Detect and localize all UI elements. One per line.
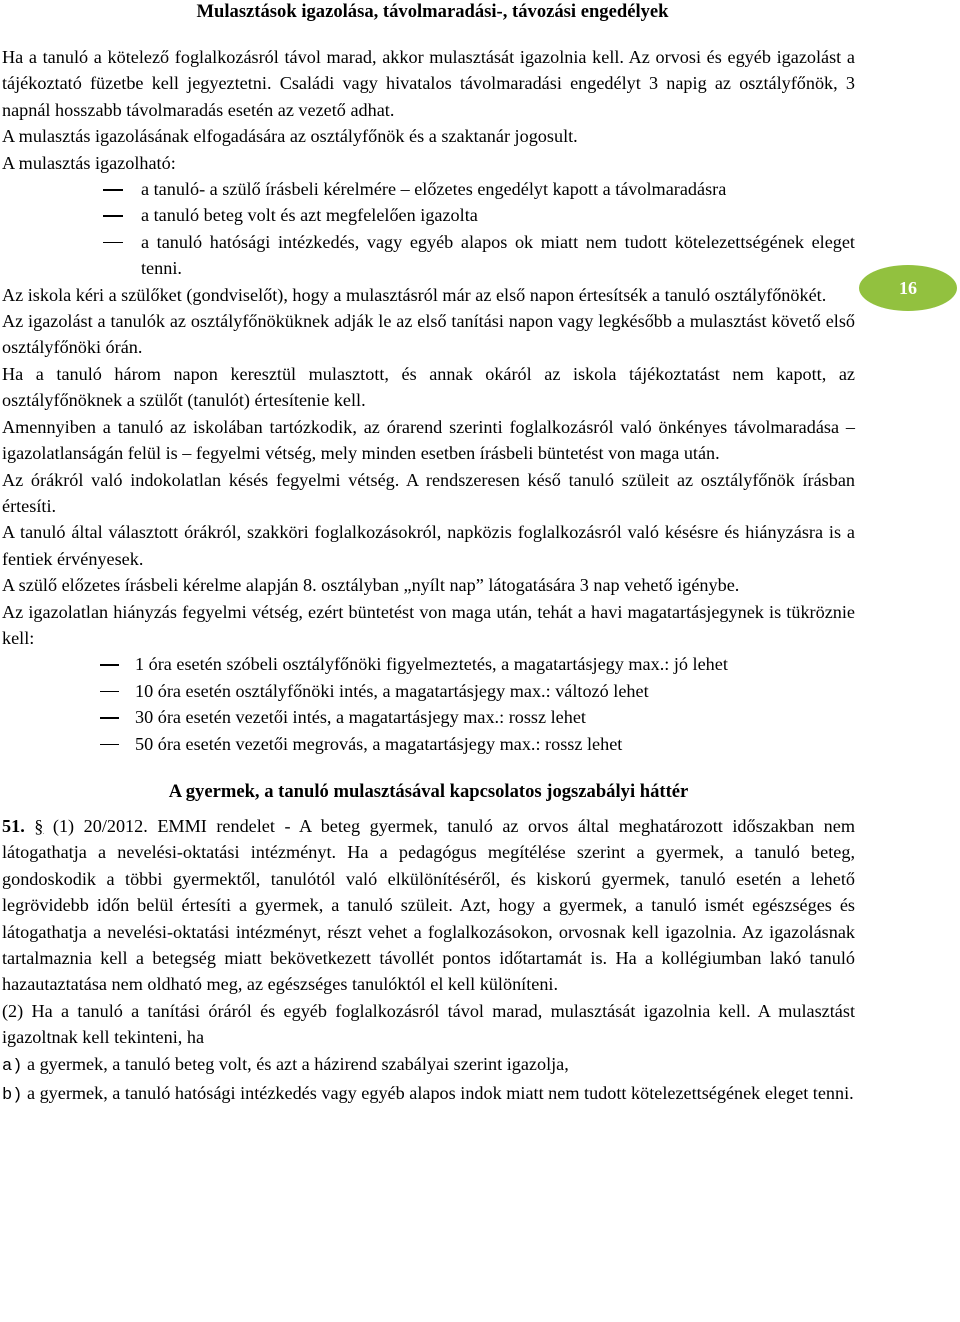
list-item: 30 óra esetén vezetői intés, a magatartásjegy max.: rossz lehet [2,704,855,730]
dash-bullet-icon [100,717,119,719]
paragraph: A szülő előzetes írásbeli kérelme alapján 8. osztályban „nyílt nap” látogatására 3 nap vehető igénybe. [2,575,740,596]
dash-bullet-icon [100,664,119,666]
list-item: a tanuló- a szülő írásbeli kérelmére – előzetes engedélyt kapott a távolmaradásra [2,176,855,202]
page-number-badge: 16 [859,265,957,311]
list-item: a tanuló beteg volt és azt megfelelően igazolta [2,202,855,228]
law-item-b: b) a gyermek, a tanuló hatósági intézkedés vagy egyéb alapos indok miatt nem tudott kötelezettségének eleget tenni. [2,1083,854,1106]
law-paragraph-2: (2) Ha a tanuló a tanítási óráról és egyéb foglalkozásról távol marad, mulasztását igazolnia kell. A mulasztást igazoltnak kell tekinteni, ha [2,1000,855,1048]
intro-paragraph-1: Ha a tanuló a kötelező foglalkozásról távol marad, akkor mulasztását igazolnia kell. Az orvosi és egyéb igazolást a tájékoztató füzetbe kell jegyeztetni. Családi vagy hivatalos távolmaradási engedélyt 3 napig az osztályfőnök, 3 napnál hosszabb távolmaradás esetén az vezető adhat. [2,47,855,120]
law-item-a-label: a) [2,1056,23,1076]
dash-bullet-icon [100,744,119,746]
paragraph: A tanuló által választott órákról, szakköri foglalkozásokról, napközis foglalkozásról való késésre és hiányzásra is a fentiek érvényesek. [2,522,855,569]
paragraph: Ha a tanuló három napon keresztül mulasztott, és annak okáról az iskola tájékoztatást nem kapott, az osztályfőnöknek a szülőt (tanulót) értesítenie kell. [2,363,855,411]
list-item: 1 óra esetén szóbeli osztályfőnöki figyelmeztetés, a magatartásjegy max.: jó lehet [2,651,855,677]
intro-paragraph-2: A mulasztás igazolásának elfogadására az osztályfőnök és a szaktanár jogosult. [2,126,578,147]
section-sign: § [34,815,44,836]
dash-bullet-icon [100,691,119,693]
law-item-b-label: b) [2,1086,23,1106]
list-item: 10 óra esetén osztályfőnöki intés, a magatartásjegy max.: változó lehet [2,678,855,704]
list-item: a tanuló hatósági intézkedés, vagy egyéb alapos ok miatt nem tudott kötelezettségének eleget tenni. [2,229,855,282]
intro-paragraph-3: A mulasztás igazolható: [2,152,176,173]
dash-bullet-icon [103,215,123,217]
paragraph: Az igazolást a tanulók az osztályfőnöküknek adják le az első tanítási napon vagy legkésőbb a mulasztást követő első osztályfőnöki órán. [2,311,855,358]
justification-list [2,176,855,282]
paragraph: Amennyiben a tanuló az iskolában tartózkodik, az órarend szerinti foglalkozásról való önkényes távolmaradása – igazolatlanságán felül is – fegyelmi vétség, mely minden esetben írásbeli büntetést von maga után. [2,416,855,464]
paragraph: Az igazolatlan hiányzás fegyelmi vétség, ezért büntetést von maga után, tehát a havi magatartásjegynek is tükröznie kell: [2,601,855,648]
penalty-list [2,651,855,757]
page-title: Mulasztások igazolása, távolmaradási-, távozási engedélyek [196,1,669,22]
law-paragraph-1: 51. § (1) 20/2012. EMMI rendelet - A beteg gyermek, tanuló az orvos által meghatározott időszakban nem látogathatja a nevelési-oktatási intézményt. Ha a pedagógus megítélése szerint a gyermek, a tanuló beteg, gondoskodik a többi gyermektől, tanulótól való elkülönítéséről, és kiskorú gyermek, tanuló esetén a lehető legrövidebb időn belül értesíti a gyermek, a tanuló szüleit. Azt, hogy a gyermek, a tanuló ismét egészséges és látogathatja a nevelési-oktatási intézményt, részt vehet a foglalkozásokon, orvosnak kell igazolnia. Az igazolásnak tartalmaznia kell a betegség miatt bekövetkezett távollét pontos időtartamát is. Ha a kollégiumban lakó tanuló hazautaztatása nem oldható meg, az egészséges tanulóktól el kell különíteni. [2,815,855,995]
law-item-a: a) a gyermek, a tanuló beteg volt, és azt a házirend szabályai szerint igazolja, [2,1053,569,1076]
list-item: 50 óra esetén vezetői megrovás, a magatartásjegy max.: rossz lehet [2,731,855,757]
page-content [2,0,855,1109]
dash-bullet-icon [103,189,123,191]
law-number: 51. [2,815,25,836]
paragraph: Az iskola kéri a szülőket (gondviselőt), hogy a mulasztásról már az első napon értesítsék a tanuló osztályfőnökét. [2,284,827,305]
dash-bullet-icon [103,242,123,244]
section-subtitle: A gyermek, a tanuló mulasztásával kapcsolatos jogszabályi háttér [168,780,689,802]
paragraph: Az órákról való indokolatlan késés fegyelmi vétség. A rendszeresen késő tanuló szüleit az osztályfőnök írásban értesíti. [2,469,855,516]
